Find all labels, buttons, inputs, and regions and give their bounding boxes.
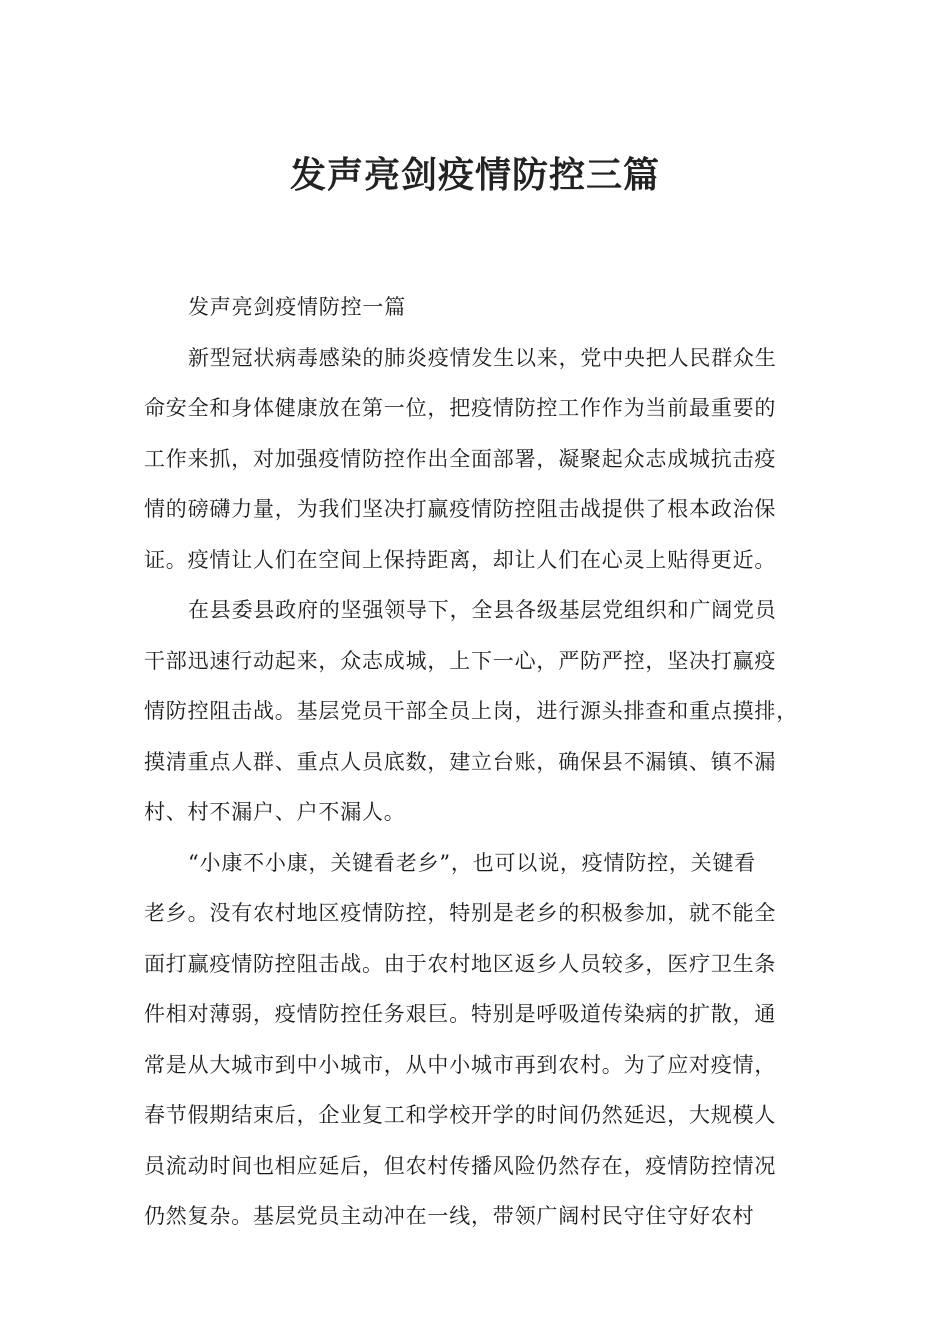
paragraph-line: 常是从大城市到中小城市，从中小城市再到农村。为了应对疫情， xyxy=(144,1052,777,1077)
paragraph-line: 工作来抓，对加强疫情防控作出全面部署，凝聚起众志成城抗击疫 xyxy=(144,446,777,471)
paragraph-1 xyxy=(144,333,814,586)
paragraph-line: 情防控阻击战。基层党员干部全员上岗，进行源头排查和重点摸排， xyxy=(144,699,798,723)
paragraph-3 xyxy=(144,838,814,1242)
paragraph-line: 件相对薄弱，疫情防控任务艰巨。特别是呼吸道传染病的扩散，通 xyxy=(144,1002,777,1026)
paragraph-line: 干部迅速行动起来，众志成城，上下一心，严防严控，坚决打赢疫 xyxy=(144,648,777,673)
paragraph-line: 员流动时间也相应延后，但农村传播风险仍然存在，疫情防控情况 xyxy=(144,1153,777,1178)
paragraph-line: 情的磅礴力量，为我们坚决打赢疫情防控阻击战提供了根本政治保 xyxy=(144,497,777,521)
paragraph-line: 命安全和身体健康放在第一位，把疫情防控工作作为当前最重要的 xyxy=(144,396,777,420)
paragraph-line: 摸清重点人群、重点人员底数，建立台账，确保县不漏镇、镇不漏 xyxy=(144,749,777,774)
document-body xyxy=(144,282,814,1242)
paragraph-line: “小康不小康，关键看老乡”，也可以说，疫情防控，关键看 xyxy=(188,850,757,875)
paragraph-line: 面打赢疫情防控阻击战。由于农村地区返乡人员较多，医疗卫生条 xyxy=(144,951,777,976)
paragraph-line: 仍然复杂。基层党员主动冲在一线，带领广阔村民守住守好农村 xyxy=(144,1204,755,1228)
paragraph-line: 在县委县政府的坚强领导下，全县各级基层党组织和广阔党员 xyxy=(188,598,777,622)
document-title: 发声亮剑疫情防控三篇 xyxy=(289,155,660,197)
paragraph-line: 春节假期结束后，企业复工和学校开学的时间仍然延迟，大规模人 xyxy=(144,1103,777,1127)
paragraph-line: 老乡。没有农村地区疫情防控，特别是老乡的积极参加，就不能全 xyxy=(144,901,777,925)
paragraph-line: 证。疫情让人们在空间上保持距离，却让人们在心灵上贴得更近。 xyxy=(144,547,777,572)
paragraph-2 xyxy=(144,585,814,838)
paragraph-line: 新型冠状病毒感染的肺炎疫情发生以来，党中央把人民群众生 xyxy=(188,345,777,370)
section-heading: 发声亮剑疫情防控一篇 xyxy=(188,295,406,319)
paragraph-line: 村、村不漏户、户不漏人。 xyxy=(144,800,406,824)
